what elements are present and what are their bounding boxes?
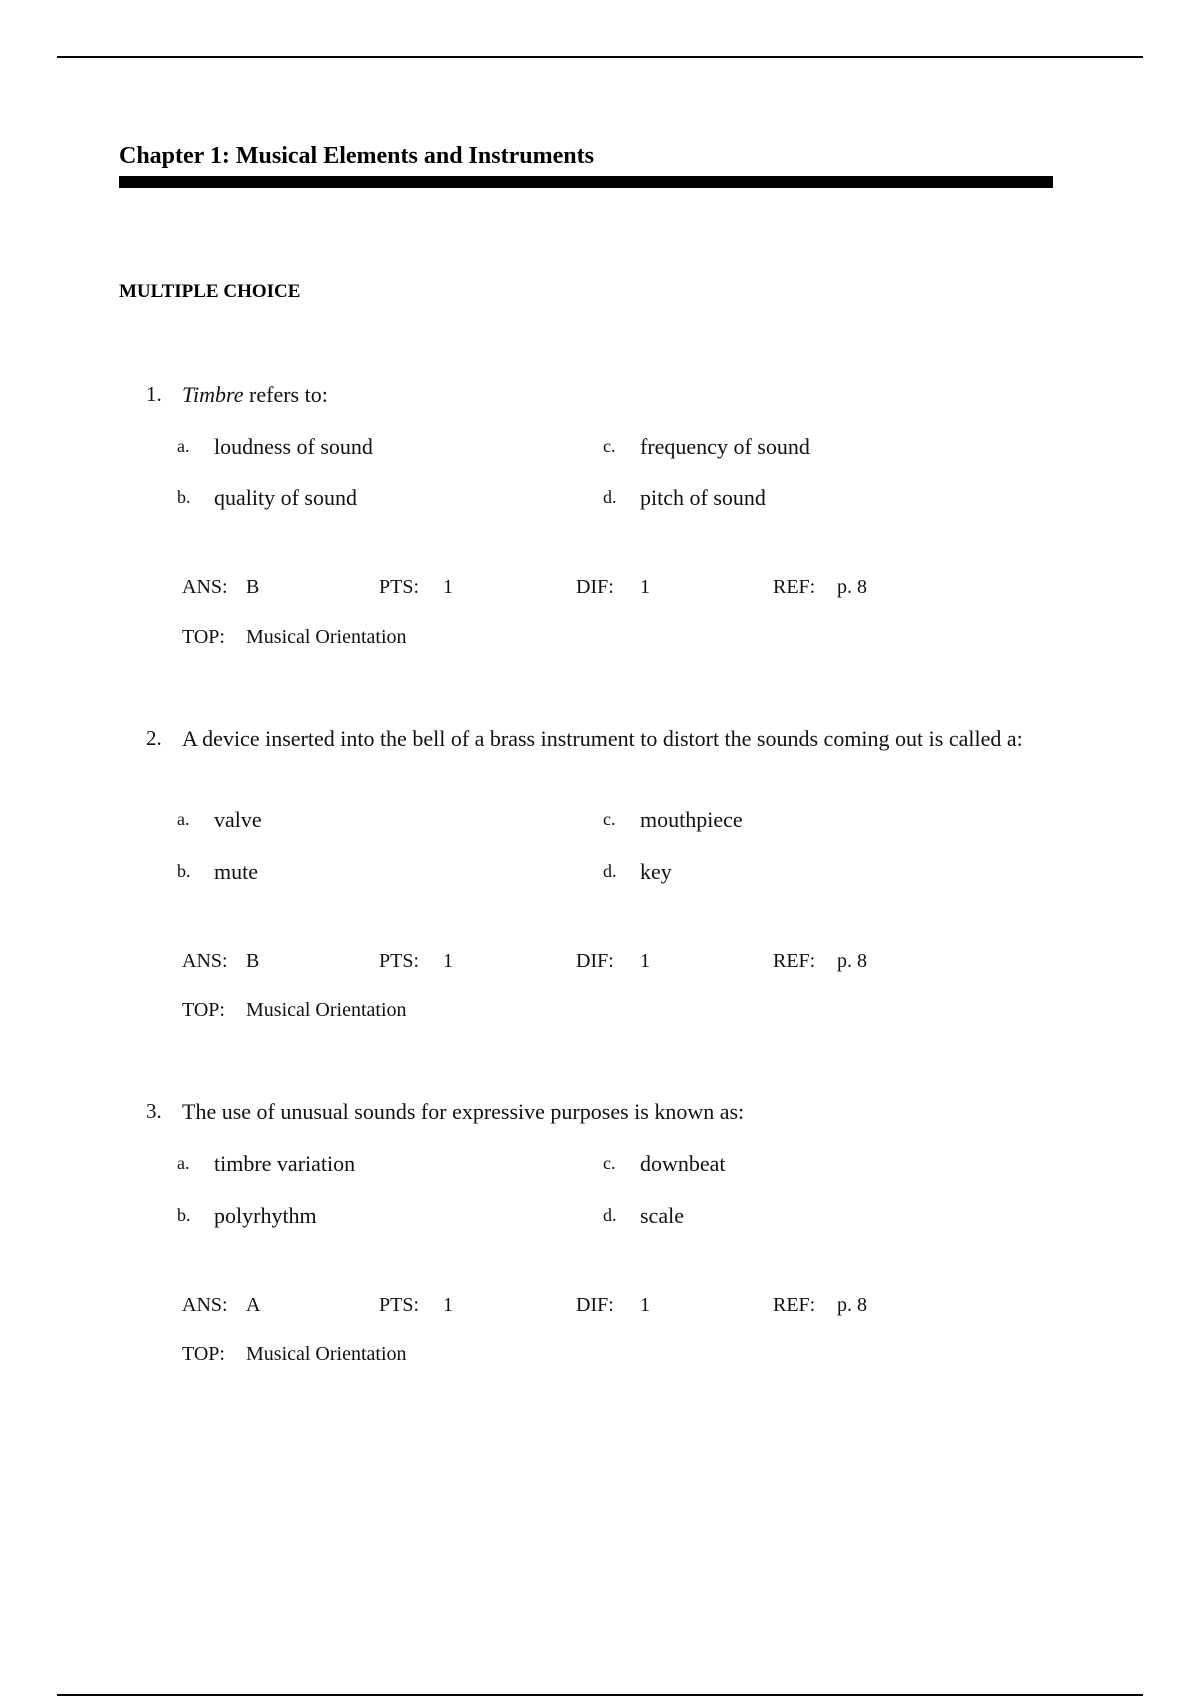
pts-label: PTS: — [379, 950, 420, 972]
option-letter-c: c. — [603, 809, 616, 829]
question-number: 3. — [146, 1099, 162, 1123]
option-text-a: valve — [214, 807, 262, 832]
option-letter-a: a. — [177, 1153, 190, 1173]
option-text-a: timbre variation — [214, 1151, 356, 1176]
top-value: Musical Orientation — [246, 626, 407, 648]
dif-label: DIF: — [576, 1294, 614, 1316]
pts-label: PTS: — [379, 1294, 420, 1316]
pts-value: 1 — [443, 1294, 453, 1316]
option-letter-c: c. — [603, 1153, 616, 1173]
ans-label: ANS: — [182, 950, 228, 972]
ans-label: ANS: — [182, 576, 228, 598]
option-text-b: mute — [214, 859, 258, 884]
option-letter-a: a. — [177, 809, 190, 829]
pts-value: 1 — [443, 950, 453, 972]
top-label: TOP: — [182, 626, 225, 648]
title-underline-bar — [119, 176, 1053, 188]
question-stem: refers to: — [243, 382, 328, 407]
pts-label: PTS: — [379, 576, 420, 598]
top-rule — [57, 56, 1143, 58]
top-label: TOP: — [182, 999, 225, 1021]
ref-value: p. 8 — [837, 576, 867, 598]
question-term: Timbre — [182, 382, 244, 407]
dif-value: 1 — [640, 1294, 650, 1316]
ref-label: REF: — [773, 950, 816, 972]
option-text-c: downbeat — [640, 1151, 726, 1176]
ans-value: B — [246, 576, 260, 598]
section-heading: MULTIPLE CHOICE — [119, 281, 301, 302]
option-text-d: key — [640, 859, 672, 884]
dif-label: DIF: — [576, 576, 614, 598]
option-text-c: mouthpiece — [640, 807, 743, 832]
ref-label: REF: — [773, 1294, 816, 1316]
question-number: 2. — [146, 726, 162, 750]
top-label: TOP: — [182, 1343, 225, 1365]
option-text-c: frequency of sound — [640, 434, 810, 459]
option-letter-b: b. — [177, 861, 191, 881]
dif-label: DIF: — [576, 950, 614, 972]
option-text-b: quality of sound — [214, 485, 357, 510]
option-letter-c: c. — [603, 436, 616, 456]
ref-value: p. 8 — [837, 1294, 867, 1316]
option-letter-a: a. — [177, 436, 190, 456]
pts-value: 1 — [443, 576, 453, 598]
dif-value: 1 — [640, 576, 650, 598]
top-value: Musical Orientation — [246, 1343, 407, 1365]
question-text — [182, 380, 1042, 409]
option-letter-d: d. — [603, 487, 617, 507]
option-letter-b: b. — [177, 487, 191, 507]
chapter-title: Chapter 1: Musical Elements and Instruments — [119, 143, 594, 169]
ans-label: ANS: — [182, 1294, 228, 1316]
option-text-d: scale — [640, 1203, 684, 1228]
option-text-d: pitch of sound — [640, 485, 766, 510]
option-letter-d: d. — [603, 1205, 617, 1225]
option-letter-d: d. — [603, 861, 617, 881]
question-text: The use of unusual sounds for expressive purposes is known as: — [182, 1099, 745, 1124]
ref-label: REF: — [773, 576, 816, 598]
option-text-a: loudness of sound — [214, 434, 373, 459]
top-value: Musical Orientation — [246, 999, 407, 1021]
ref-value: p. 8 — [837, 950, 867, 972]
ans-value: A — [246, 1294, 261, 1316]
question-text: A device inserted into the bell of a brass instrument to distort the sounds coming out is called a: — [182, 726, 1023, 751]
ans-value: B — [246, 950, 260, 972]
dif-value: 1 — [640, 950, 650, 972]
option-letter-b: b. — [177, 1205, 191, 1225]
question-number: 1. — [146, 382, 162, 406]
option-text-b: polyrhythm — [214, 1203, 317, 1228]
bottom-rule — [57, 1694, 1143, 1696]
